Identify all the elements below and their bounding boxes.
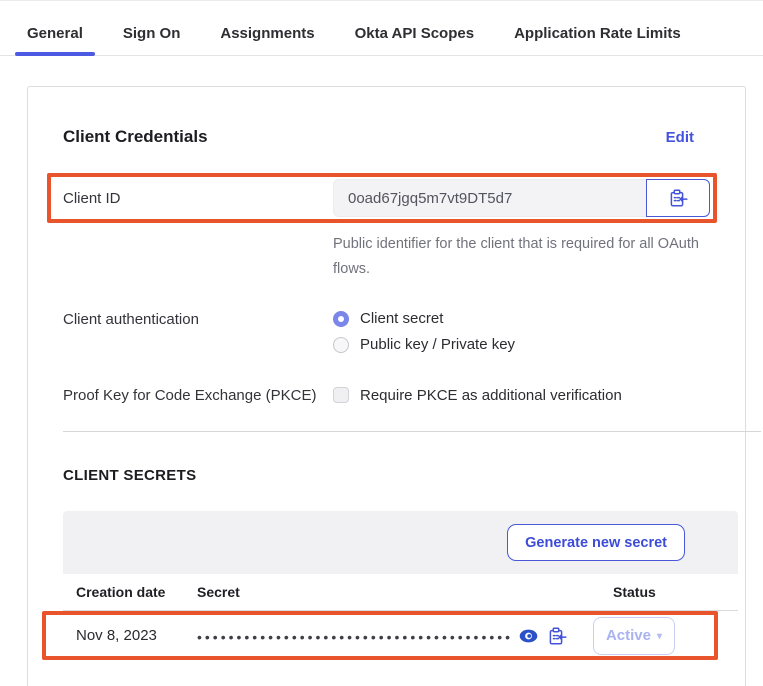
masked-secret-value: •••••••••••••••••••••••••••••••••••••••• [197, 628, 514, 645]
clipboard-copy-icon [547, 626, 567, 646]
app-tab-bar [0, 1, 763, 56]
client-id-help-text: Public identifier for the client that is required for all OAuth flows. [333, 236, 699, 277]
column-header-status: Status [613, 584, 656, 601]
radio-option-public-private-key[interactable] [333, 336, 515, 353]
status-dropdown-button[interactable] [593, 617, 675, 655]
client-authentication-options [333, 310, 515, 353]
client-id-input[interactable] [333, 179, 646, 217]
tab-sign-on[interactable]: Sign On [122, 25, 181, 42]
client-credentials-card [27, 86, 746, 686]
eye-icon [519, 629, 538, 643]
pkce-checkbox-option[interactable] [333, 386, 622, 404]
column-header-secret: Secret [197, 584, 240, 601]
pkce-option-label: Require PKCE as additional verification [360, 386, 622, 404]
radio-option-label: Public key / Private key [360, 336, 516, 354]
client-id-field-group [333, 179, 710, 217]
client-authentication-row [63, 310, 732, 353]
client-id-label: Client ID [63, 189, 121, 207]
checkbox-unchecked-icon[interactable] [333, 387, 349, 403]
reveal-secret-button[interactable] [519, 629, 538, 643]
section-divider [63, 431, 761, 432]
secret-value-cell [197, 628, 547, 644]
radio-option-label: Client secret [360, 310, 444, 328]
radio-option-client-secret[interactable] [333, 310, 515, 327]
radio-selected-icon[interactable] [333, 311, 349, 327]
tab-general[interactable]: General [15, 25, 95, 55]
copy-secret-button[interactable] [547, 626, 567, 646]
client-secrets-heading: CLIENT SECRETS [63, 467, 197, 485]
tab-assignments[interactable]: Assignments [220, 25, 315, 42]
highlight-box-secret-row [42, 611, 718, 660]
secret-status-cell [593, 617, 714, 655]
clipboard-copy-icon [668, 188, 688, 208]
secrets-toolbar [63, 511, 738, 574]
client-secrets-table [63, 511, 738, 660]
pkce-label: Proof Key for Code Exchange (PKCE) [63, 387, 317, 405]
pkce-row [63, 386, 732, 404]
card-title: Client Credentials [63, 127, 208, 146]
radio-unselected-icon[interactable] [333, 337, 349, 353]
copy-client-id-button[interactable] [646, 179, 710, 217]
column-header-creation-date: Creation date [76, 584, 166, 601]
client-authentication-label: Client authentication [63, 311, 199, 329]
secret-creation-date: Nov 8, 2023 [76, 627, 157, 645]
card-header [63, 127, 732, 147]
status-label: Active [605, 627, 651, 645]
edit-link[interactable]: Edit [665, 128, 694, 146]
tab-okta-api-scopes[interactable]: Okta API Scopes [354, 25, 475, 42]
generate-new-secret-button[interactable]: Generate new secret [507, 524, 685, 561]
tab-application-rate-limits[interactable]: Application Rate Limits [514, 25, 681, 42]
secrets-table-header-row [63, 574, 738, 611]
highlight-box-client-id [47, 173, 717, 223]
chevron-down-icon: ▾ [657, 630, 663, 642]
